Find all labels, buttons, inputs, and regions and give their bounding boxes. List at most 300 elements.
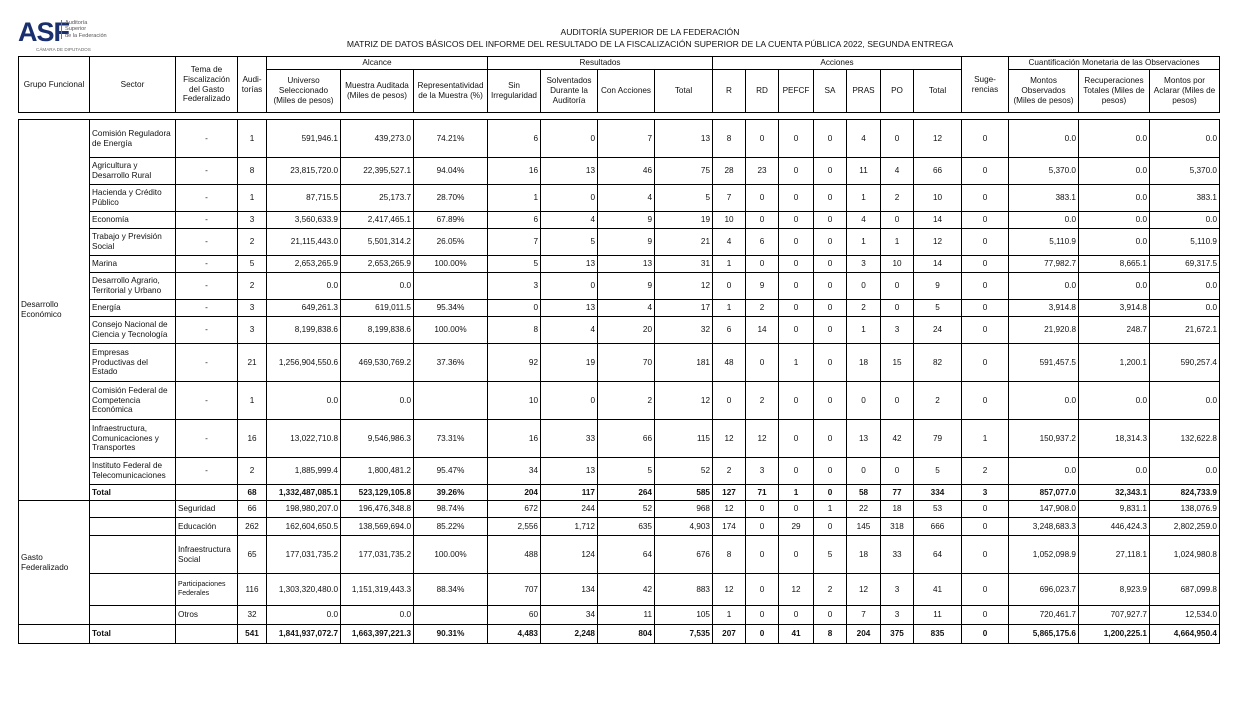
data-cell: 591,946.1 <box>267 120 341 158</box>
data-cell: 82 <box>914 344 962 382</box>
data-cell: 17 <box>655 300 713 317</box>
data-cell: Seguridad <box>176 501 238 518</box>
col-resultados: Resultados <box>488 57 713 70</box>
data-cell: 2 <box>962 458 1009 485</box>
data-cell: 9 <box>746 273 779 300</box>
data-cell: 12 <box>779 574 814 606</box>
total-row <box>19 485 1220 501</box>
data-cell: 24 <box>914 317 962 344</box>
data-cell: - <box>176 344 238 382</box>
total-cell: 0 <box>746 625 779 644</box>
table-row <box>19 273 1220 300</box>
data-cell: - <box>176 158 238 185</box>
data-cell: 25,173.7 <box>341 185 414 212</box>
report-subtitle: MATRIZ DE DATOS BÁSICOS DEL INFORME DEL RESULTADO DE LA FISCALIZACIÓN SUPERIOR DE LA CUENTA PÚBLICA 2022, SEGUNDA ENTREGA <box>346 39 954 49</box>
data-cell: 676 <box>655 536 713 574</box>
data-cell: 0 <box>779 501 814 518</box>
data-cell: 1,024,980.8 <box>1150 536 1220 574</box>
data-cell: 6 <box>713 317 746 344</box>
data-cell: 0 <box>962 536 1009 574</box>
col-rd: RD <box>746 70 779 113</box>
data-cell: 150,937.2 <box>1009 420 1079 458</box>
data-cell: 177,031,735.2 <box>267 536 341 574</box>
data-cell: 0 <box>779 273 814 300</box>
asf-logo <box>18 18 113 54</box>
data-cell: 0 <box>814 606 847 625</box>
data-cell: 0 <box>779 212 814 229</box>
data-cell: 0 <box>962 344 1009 382</box>
sector-cell: Energía <box>90 300 176 317</box>
table-row <box>19 606 1220 625</box>
data-cell: 8,665.1 <box>1079 256 1150 273</box>
data-cell: 13 <box>541 158 598 185</box>
data-cell: 0 <box>814 518 847 536</box>
data-cell: 8 <box>713 120 746 158</box>
data-cell: 29 <box>779 518 814 536</box>
data-cell: 0.0 <box>1009 212 1079 229</box>
data-cell: Educación <box>176 518 238 536</box>
sector-cell: Economía <box>90 212 176 229</box>
data-cell: 707 <box>488 574 541 606</box>
data-cell: 0 <box>779 120 814 158</box>
table-row <box>19 185 1220 212</box>
total-cell: 585 <box>655 485 713 501</box>
total-cell: 58 <box>847 485 881 501</box>
total-label: Total <box>90 485 176 501</box>
data-cell: 11 <box>847 158 881 185</box>
total-cell: 0 <box>814 485 847 501</box>
data-cell: 20 <box>598 317 655 344</box>
data-cell: 1,151,319,443.3 <box>341 574 414 606</box>
data-cell: 18 <box>881 501 914 518</box>
data-cell: 3,560,633.9 <box>267 212 341 229</box>
total-cell: 117 <box>541 485 598 501</box>
data-cell: 4 <box>713 229 746 256</box>
data-cell: - <box>176 185 238 212</box>
data-cell: 0 <box>847 458 881 485</box>
table-row <box>19 574 1220 606</box>
data-cell: 66 <box>598 420 655 458</box>
data-cell: 5,501,314.2 <box>341 229 414 256</box>
data-cell: 1 <box>881 229 914 256</box>
table-row <box>19 300 1220 317</box>
total-cell: 804 <box>598 625 655 644</box>
data-cell: 0 <box>541 120 598 158</box>
grupo-funcional-cell: Desarrollo Económico <box>19 120 90 501</box>
total-cell: 1,200,225.1 <box>1079 625 1150 644</box>
data-cell: 95.47% <box>414 458 488 485</box>
data-cell: 0 <box>962 212 1009 229</box>
data-cell: 0 <box>962 273 1009 300</box>
data-cell: - <box>176 420 238 458</box>
total-cell: 857,077.0 <box>1009 485 1079 501</box>
data-cell: 42 <box>881 420 914 458</box>
data-cell: 5,110.9 <box>1009 229 1079 256</box>
data-cell: 1,303,320,480.0 <box>267 574 341 606</box>
data-cell: 64 <box>598 536 655 574</box>
data-cell: 0.0 <box>341 382 414 420</box>
data-cell: 3,248,683.3 <box>1009 518 1079 536</box>
total-label: Total <box>90 625 176 644</box>
data-cell: 105 <box>655 606 713 625</box>
data-cell: 41 <box>914 574 962 606</box>
data-cell: 0 <box>779 536 814 574</box>
data-cell: 0.0 <box>1009 273 1079 300</box>
data-cell: 0.0 <box>1079 120 1150 158</box>
col-recuperaciones: Recuperaciones Totales (Miles de pesos) <box>1079 70 1150 113</box>
col-montos-observados: Montos Observados (Miles de pesos) <box>1009 70 1079 113</box>
total-cell: 0 <box>962 625 1009 644</box>
data-cell: 3,914.8 <box>1009 300 1079 317</box>
col-acciones: Acciones <box>713 57 962 70</box>
data-cell: 11 <box>598 606 655 625</box>
data-cell: 0 <box>746 574 779 606</box>
data-cell: 0 <box>779 229 814 256</box>
data-cell: 4 <box>847 212 881 229</box>
data-cell: 22 <box>847 501 881 518</box>
data-cell: 8,199,838.6 <box>267 317 341 344</box>
total-cell: 204 <box>847 625 881 644</box>
col-po: PO <box>881 70 914 113</box>
data-cell: 0.0 <box>1079 158 1150 185</box>
data-cell: 0 <box>962 518 1009 536</box>
col-acciones-total: Total <box>914 70 962 113</box>
total-cell: 2,248 <box>541 625 598 644</box>
data-cell: 26.05% <box>414 229 488 256</box>
data-cell: 11 <box>914 606 962 625</box>
data-cell: 1 <box>238 185 267 212</box>
table-row <box>19 501 1220 518</box>
data-cell: 1,885,999.4 <box>267 458 341 485</box>
data-cell: 10 <box>488 382 541 420</box>
data-cell: 33 <box>541 420 598 458</box>
sector-cell: Empresas Productivas del Estado <box>90 344 176 382</box>
data-cell: 100.00% <box>414 536 488 574</box>
total-cell <box>176 485 238 501</box>
table-row <box>19 120 1220 158</box>
data-cell: 53 <box>914 501 962 518</box>
data-cell: 0 <box>962 606 1009 625</box>
data-cell: 16 <box>488 158 541 185</box>
col-sugerencias: Suge-rencias <box>962 57 1009 113</box>
logo-line: Auditoría <box>65 20 88 26</box>
total-cell: 541 <box>238 625 267 644</box>
total-cell: 68 <box>238 485 267 501</box>
logo-mark: ASF <box>18 17 69 47</box>
data-cell: 12 <box>847 574 881 606</box>
data-cell: 32 <box>655 317 713 344</box>
data-cell: 469,530,769.2 <box>341 344 414 382</box>
data-cell: 9 <box>598 273 655 300</box>
data-cell: 3 <box>881 606 914 625</box>
sector-cell: Marina <box>90 256 176 273</box>
col-universo: Universo Seleccionado (Miles de pesos) <box>267 70 341 113</box>
col-solventados: Solventados Durante la Auditoría <box>541 70 598 113</box>
data-cell: 0 <box>881 273 914 300</box>
data-cell: - <box>176 229 238 256</box>
data-cell: 4 <box>881 158 914 185</box>
data-cell: 0.0 <box>1079 273 1150 300</box>
data-cell: 100.00% <box>414 256 488 273</box>
data-cell: 4 <box>541 317 598 344</box>
data-cell: 7 <box>598 120 655 158</box>
data-cell: 3 <box>847 256 881 273</box>
data-cell: 0 <box>779 382 814 420</box>
data-cell: 16 <box>238 420 267 458</box>
logo-text <box>61 20 107 39</box>
data-cell: 0 <box>962 382 1009 420</box>
data-cell: 0.0 <box>1150 300 1220 317</box>
data-cell: 9,546,986.3 <box>341 420 414 458</box>
data-cell: 132,622.8 <box>1150 420 1220 458</box>
data-cell: 1,712 <box>541 518 598 536</box>
data-cell: 33 <box>881 536 914 574</box>
data-cell: 3,914.8 <box>1079 300 1150 317</box>
data-cell: 73.31% <box>414 420 488 458</box>
data-cell: 0 <box>881 458 914 485</box>
data-cell: 18 <box>847 344 881 382</box>
table-row <box>19 458 1220 485</box>
data-cell: 262 <box>238 518 267 536</box>
data-cell: 0 <box>713 273 746 300</box>
data-cell: 13 <box>598 256 655 273</box>
total-cell: 77 <box>881 485 914 501</box>
data-cell: 0 <box>962 317 1009 344</box>
data-cell: 5 <box>238 256 267 273</box>
total-cell: 1 <box>779 485 814 501</box>
data-cell: 446,424.3 <box>1079 518 1150 536</box>
sector-cell <box>90 536 176 574</box>
data-cell: 8 <box>238 158 267 185</box>
data-cell: 12 <box>914 229 962 256</box>
data-cell: 0 <box>779 420 814 458</box>
total-cell: 4,664,950.4 <box>1150 625 1220 644</box>
data-cell: 3 <box>881 574 914 606</box>
total-cell: 207 <box>713 625 746 644</box>
data-cell: 7 <box>713 185 746 212</box>
col-r: R <box>713 70 746 113</box>
data-cell: 27,118.1 <box>1079 536 1150 574</box>
data-cell: 0 <box>814 273 847 300</box>
data-cell: 94.04% <box>414 158 488 185</box>
data-cell: 488 <box>488 536 541 574</box>
total-cell: 1,332,487,085.1 <box>267 485 341 501</box>
col-cuantificacion: Cuantificación Monetaria de las Observaciones <box>1009 57 1220 70</box>
data-cell: 0 <box>847 382 881 420</box>
sector-cell <box>90 501 176 518</box>
data-cell: 0.0 <box>1150 273 1220 300</box>
data-cell: 115 <box>655 420 713 458</box>
total-cell: 127 <box>713 485 746 501</box>
data-cell: 0.0 <box>1150 382 1220 420</box>
data-cell: 16 <box>488 420 541 458</box>
col-pras: PRAS <box>847 70 881 113</box>
data-cell: 65 <box>238 536 267 574</box>
data-cell: Infraestructura Social <box>176 536 238 574</box>
data-cell: 4 <box>598 300 655 317</box>
data-cell: 70 <box>598 344 655 382</box>
data-cell <box>414 273 488 300</box>
data-cell: 21 <box>655 229 713 256</box>
data-cell: 5 <box>655 185 713 212</box>
data-cell: 1 <box>962 420 1009 458</box>
table-row <box>19 158 1220 185</box>
data-cell: - <box>176 273 238 300</box>
data-cell: 0.0 <box>1009 382 1079 420</box>
total-cell: 523,129,105.8 <box>341 485 414 501</box>
total-cell: 39.26% <box>414 485 488 501</box>
data-cell: 590,257.4 <box>1150 344 1220 382</box>
data-cell: 0 <box>814 120 847 158</box>
data-cell: 2,653,265.9 <box>267 256 341 273</box>
data-cell: 591,457.5 <box>1009 344 1079 382</box>
data-cell: 0 <box>814 458 847 485</box>
data-cell: 22,395,527.1 <box>341 158 414 185</box>
data-cell: 0 <box>814 212 847 229</box>
total-cell: 90.31% <box>414 625 488 644</box>
data-cell: 0 <box>746 212 779 229</box>
data-cell: 2 <box>814 574 847 606</box>
sector-cell: Desarrollo Agrario, Territorial y Urbano <box>90 273 176 300</box>
data-cell: 15 <box>881 344 914 382</box>
data-cell: 66 <box>914 158 962 185</box>
data-cell: 177,031,735.2 <box>341 536 414 574</box>
data-cell: 0.0 <box>1150 212 1220 229</box>
sector-cell <box>90 574 176 606</box>
data-cell: 10 <box>881 256 914 273</box>
data-cell: 0 <box>746 256 779 273</box>
grupo-funcional-blank <box>19 625 90 644</box>
data-cell: 34 <box>541 606 598 625</box>
data-cell: 5 <box>541 229 598 256</box>
data-cell: 1 <box>713 300 746 317</box>
data-cell: 0.0 <box>1079 185 1150 212</box>
data-cell: 14 <box>914 212 962 229</box>
data-cell: - <box>176 212 238 229</box>
data-cell: 4,903 <box>655 518 713 536</box>
data-cell: 5 <box>914 458 962 485</box>
data-cell: 0.0 <box>341 273 414 300</box>
data-cell <box>414 606 488 625</box>
data-cell: 0 <box>881 120 914 158</box>
data-cell: 1,800,481.2 <box>341 458 414 485</box>
data-cell: 52 <box>598 501 655 518</box>
data-cell: 0.0 <box>1150 120 1220 158</box>
data-cell: 883 <box>655 574 713 606</box>
col-representatividad: Representatividad de la Muestra (%) <box>414 70 488 113</box>
data-cell: 0 <box>814 158 847 185</box>
data-cell: 0 <box>814 382 847 420</box>
data-cell: 87,715.5 <box>267 185 341 212</box>
data-cell: 69,317.5 <box>1150 256 1220 273</box>
data-cell: 21,920.8 <box>1009 317 1079 344</box>
data-cell: 2 <box>598 382 655 420</box>
data-cell: 1,052,098.9 <box>1009 536 1079 574</box>
data-cell: 8,923.9 <box>1079 574 1150 606</box>
data-cell: Otros <box>176 606 238 625</box>
data-cell: 0 <box>779 256 814 273</box>
data-cell: 0.0 <box>267 606 341 625</box>
table-row <box>19 317 1220 344</box>
data-cell: Participaciones Federales <box>176 574 238 606</box>
data-cell: 0 <box>881 212 914 229</box>
data-cell: 2,417,465.1 <box>341 212 414 229</box>
logo-subtitle: CÁMARA DE DIPUTADOS <box>36 47 91 52</box>
data-cell: 0 <box>746 344 779 382</box>
data-cell: 21,672.1 <box>1150 317 1220 344</box>
data-cell: 14 <box>746 317 779 344</box>
data-cell: 162,604,650.5 <box>267 518 341 536</box>
data-cell: - <box>176 120 238 158</box>
data-cell: 95.34% <box>414 300 488 317</box>
data-cell: 0 <box>962 256 1009 273</box>
data-cell: 75 <box>655 158 713 185</box>
data-cell: 42 <box>598 574 655 606</box>
data-cell: 0 <box>779 458 814 485</box>
sector-cell: Agricultura y Desarrollo Rural <box>90 158 176 185</box>
data-cell: 13 <box>655 120 713 158</box>
data-cell: 1 <box>814 501 847 518</box>
data-cell: 13 <box>541 256 598 273</box>
data-cell: 8,199,838.6 <box>341 317 414 344</box>
data-cell: 968 <box>655 501 713 518</box>
data-cell: 12 <box>713 501 746 518</box>
total-cell: 375 <box>881 625 914 644</box>
data-cell: 619,011.5 <box>341 300 414 317</box>
total-cell: 8 <box>814 625 847 644</box>
col-montos-aclarar: Montos por Aclarar (Miles de pesos) <box>1150 70 1220 113</box>
data-cell: 8 <box>713 536 746 574</box>
data-cell: 12 <box>655 273 713 300</box>
data-cell: 0 <box>541 382 598 420</box>
data-cell: 67.89% <box>414 212 488 229</box>
data-cell: 0 <box>746 536 779 574</box>
data-cell: 13 <box>847 420 881 458</box>
data-cell: 9 <box>598 212 655 229</box>
data-cell: 0.0 <box>1079 458 1150 485</box>
data-cell: 19 <box>655 212 713 229</box>
data-cell: 0 <box>962 185 1009 212</box>
data-cell: 85.22% <box>414 518 488 536</box>
data-cell: 1 <box>847 317 881 344</box>
data-cell: 28.70% <box>414 185 488 212</box>
data-cell: 138,569,694.0 <box>341 518 414 536</box>
data-cell: 1 <box>713 606 746 625</box>
sector-cell: Comisión Federal de Competencia Económica <box>90 382 176 420</box>
col-muestra: Muestra Auditada (Miles de pesos) <box>341 70 414 113</box>
total-cell: 32,343.1 <box>1079 485 1150 501</box>
data-cell: 88.34% <box>414 574 488 606</box>
data-cell: 18,314.3 <box>1079 420 1150 458</box>
data-cell: 0.0 <box>1009 120 1079 158</box>
data-cell: 12,534.0 <box>1150 606 1220 625</box>
data-cell: 0 <box>779 158 814 185</box>
sector-cell <box>90 518 176 536</box>
data-cell: 13 <box>541 458 598 485</box>
data-cell: 2 <box>881 185 914 212</box>
data-cell: 3 <box>488 273 541 300</box>
total-cell: 204 <box>488 485 541 501</box>
data-cell: 2 <box>847 300 881 317</box>
data-cell: 0 <box>746 120 779 158</box>
table-row <box>19 536 1220 574</box>
data-cell: 383.1 <box>1009 185 1079 212</box>
data-cell: 1 <box>238 120 267 158</box>
logo-line: de la Federación <box>65 32 107 39</box>
data-cell: 1 <box>847 229 881 256</box>
data-cell: 0 <box>814 185 847 212</box>
data-cell: 28 <box>713 158 746 185</box>
